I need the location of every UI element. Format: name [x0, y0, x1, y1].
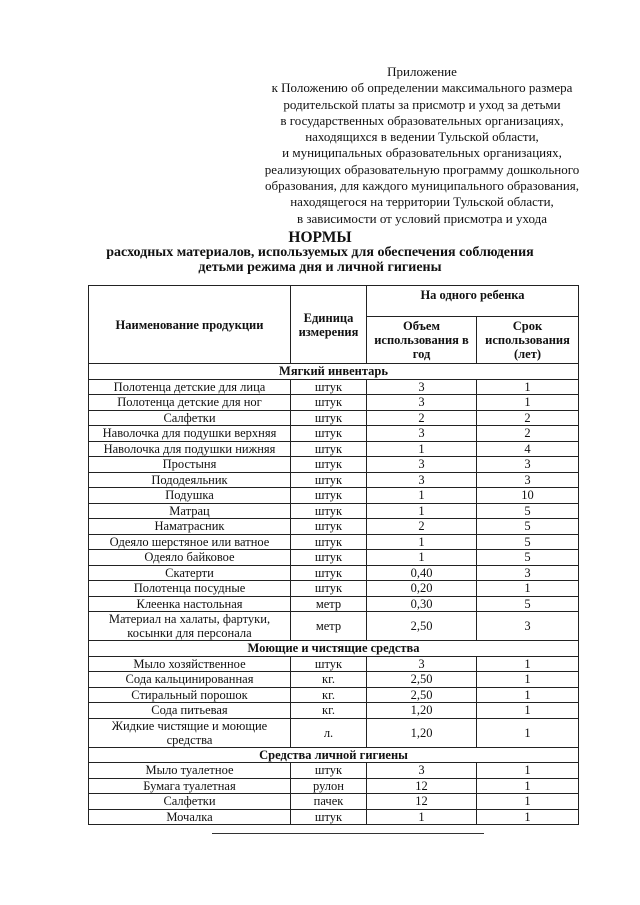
table-row — [89, 379, 579, 395]
cell-unit: штук — [291, 809, 367, 825]
cell-term: 3 — [477, 612, 579, 641]
document-title — [80, 230, 560, 275]
appendix-line: в зависимости от условий присмотра и ухода — [297, 210, 547, 226]
cell-unit: штук — [291, 534, 367, 550]
table-row — [89, 763, 579, 779]
cell-unit: штук — [291, 472, 367, 488]
cell-volume: 2,50 — [367, 687, 477, 703]
appendix-line: находящегося на территории Тульской области, — [290, 194, 554, 210]
cell-volume: 2,50 — [367, 612, 477, 641]
cell-term: 10 — [477, 488, 579, 504]
cell-name: Одеяло байковое — [89, 550, 291, 566]
table-row — [89, 550, 579, 566]
header-volume: Объем использования в год — [367, 317, 477, 364]
table-row — [89, 410, 579, 426]
cell-term: 1 — [477, 718, 579, 747]
cell-volume: 3 — [367, 395, 477, 411]
cell-unit: штук — [291, 441, 367, 457]
cell-volume: 1 — [367, 488, 477, 504]
cell-unit: кг. — [291, 703, 367, 719]
cell-term: 5 — [477, 534, 579, 550]
table-row — [89, 612, 579, 641]
cell-unit: штук — [291, 519, 367, 535]
cell-term: 1 — [477, 763, 579, 779]
title-main: НОРМЫ — [288, 229, 352, 246]
table-row — [89, 809, 579, 825]
cell-volume: 1 — [367, 534, 477, 550]
table-row — [89, 596, 579, 612]
cell-name: Полотенца детские для лица — [89, 379, 291, 395]
section-row — [89, 747, 579, 763]
table-row — [89, 472, 579, 488]
cell-unit: штук — [291, 379, 367, 395]
cell-term: 5 — [477, 596, 579, 612]
title-subtitle: детьми режима дня и личной гигиены — [198, 259, 442, 275]
section-row — [89, 641, 579, 657]
cell-term: 1 — [477, 672, 579, 688]
cell-term: 1 — [477, 809, 579, 825]
cell-name: Мочалка — [89, 809, 291, 825]
cell-unit: штук — [291, 763, 367, 779]
cell-volume: 0,30 — [367, 596, 477, 612]
section-title: Моющие и чистящие средства — [89, 641, 579, 657]
table-row — [89, 794, 579, 810]
footer-divider — [212, 833, 484, 834]
cell-volume: 1 — [367, 441, 477, 457]
table-row — [89, 656, 579, 672]
cell-volume: 1,20 — [367, 718, 477, 747]
cell-name: Салфетки — [89, 410, 291, 426]
table-row — [89, 565, 579, 581]
cell-name: Одеяло шерстяное или ватное — [89, 534, 291, 550]
cell-term: 3 — [477, 472, 579, 488]
cell-name: Мыло хозяйственное — [89, 656, 291, 672]
cell-name: Матрац — [89, 503, 291, 519]
header-name: Наименование продукции — [89, 286, 291, 364]
table-header-row — [89, 286, 579, 317]
cell-term: 1 — [477, 395, 579, 411]
cell-unit: штук — [291, 426, 367, 442]
cell-term: 5 — [477, 550, 579, 566]
cell-name: Сода кальцинированная — [89, 672, 291, 688]
cell-volume: 12 — [367, 794, 477, 810]
cell-volume: 12 — [367, 778, 477, 794]
table-row — [89, 718, 579, 747]
cell-unit: штук — [291, 565, 367, 581]
cell-volume: 0,20 — [367, 581, 477, 597]
cell-term: 5 — [477, 503, 579, 519]
cell-term: 1 — [477, 581, 579, 597]
table-row — [89, 778, 579, 794]
cell-unit: штук — [291, 581, 367, 597]
table-row — [89, 581, 579, 597]
table-row — [89, 395, 579, 411]
cell-term: 5 — [477, 519, 579, 535]
header-term: Срок использования (лет) — [477, 317, 579, 364]
table-row — [89, 441, 579, 457]
cell-unit: рулон — [291, 778, 367, 794]
cell-volume: 3 — [367, 379, 477, 395]
cell-term: 4 — [477, 441, 579, 457]
cell-volume: 3 — [367, 656, 477, 672]
cell-unit: штук — [291, 395, 367, 411]
cell-name: Полотенца посудные — [89, 581, 291, 597]
cell-name: Простыня — [89, 457, 291, 473]
cell-unit: л. — [291, 718, 367, 747]
cell-unit: штук — [291, 488, 367, 504]
table-row — [89, 426, 579, 442]
appendix-line: к Положению об определении максимального размера — [271, 80, 573, 96]
cell-term: 3 — [477, 457, 579, 473]
cell-volume: 2,50 — [367, 672, 477, 688]
cell-name: Сода питьевая — [89, 703, 291, 719]
cell-volume: 3 — [367, 457, 477, 473]
cell-name: Бумага туалетная — [89, 778, 291, 794]
table-body — [89, 364, 579, 825]
appendix-line: образования, для каждого муниципального образования, — [265, 178, 579, 194]
appendix-line: родительской платы за присмотр и уход за детьми — [283, 96, 561, 112]
header-unit: Единица измерения — [291, 286, 367, 364]
cell-name: Наволочка для подушки верхняя — [89, 426, 291, 442]
cell-volume: 3 — [367, 426, 477, 442]
cell-term: 1 — [477, 794, 579, 810]
cell-volume: 2 — [367, 519, 477, 535]
cell-term: 3 — [477, 565, 579, 581]
appendix-line: Приложение — [387, 64, 457, 79]
table-row — [89, 687, 579, 703]
appendix-line: в государственных образовательных организациях, — [280, 112, 564, 128]
cell-term: 1 — [477, 656, 579, 672]
header-per-child: На одного ребенка — [367, 286, 579, 317]
appendix-header — [232, 64, 612, 227]
cell-name: Пододеяльник — [89, 472, 291, 488]
appendix-line: находящихся в ведении Тульской области, — [305, 129, 539, 145]
cell-name: Салфетки — [89, 794, 291, 810]
cell-name: Скатерти — [89, 565, 291, 581]
cell-unit: штук — [291, 503, 367, 519]
cell-term: 2 — [477, 410, 579, 426]
section-title: Мягкий инвентарь — [89, 364, 579, 380]
cell-volume: 2 — [367, 410, 477, 426]
cell-volume: 1 — [367, 809, 477, 825]
cell-unit: штук — [291, 550, 367, 566]
cell-term: 1 — [477, 703, 579, 719]
cell-name: Клеенка настольная — [89, 596, 291, 612]
table-row — [89, 488, 579, 504]
appendix-line: реализующих образовательную программу дошкольного — [264, 161, 580, 177]
cell-unit: метр — [291, 612, 367, 641]
cell-name: Полотенца детские для ног — [89, 395, 291, 411]
section-row — [89, 364, 579, 380]
cell-name: Жидкие чистящие и моющие средства — [89, 718, 291, 747]
table-row — [89, 703, 579, 719]
cell-term: 1 — [477, 687, 579, 703]
appendix-line: и муниципальных образовательных организациях, — [282, 145, 562, 161]
cell-volume: 1,20 — [367, 703, 477, 719]
cell-unit: кг. — [291, 672, 367, 688]
cell-unit: штук — [291, 656, 367, 672]
cell-name: Материал на халаты, фартуки, косынки для персонала — [89, 612, 291, 641]
table-row — [89, 534, 579, 550]
cell-volume: 1 — [367, 503, 477, 519]
cell-volume: 1 — [367, 550, 477, 566]
cell-unit: штук — [291, 410, 367, 426]
cell-name: Подушка — [89, 488, 291, 504]
cell-unit: пачек — [291, 794, 367, 810]
cell-name: Мыло туалетное — [89, 763, 291, 779]
cell-term: 1 — [477, 778, 579, 794]
table-row — [89, 519, 579, 535]
cell-volume: 0,40 — [367, 565, 477, 581]
norms-table — [88, 285, 579, 825]
cell-name: Наволочка для подушки нижняя — [89, 441, 291, 457]
cell-unit: кг. — [291, 687, 367, 703]
table-row — [89, 503, 579, 519]
cell-volume: 3 — [367, 763, 477, 779]
table-row — [89, 672, 579, 688]
cell-name: Наматрасник — [89, 519, 291, 535]
cell-unit: метр — [291, 596, 367, 612]
section-title: Средства личной гигиены — [89, 747, 579, 763]
cell-unit: штук — [291, 457, 367, 473]
cell-term: 1 — [477, 379, 579, 395]
cell-name: Стиральный порошок — [89, 687, 291, 703]
cell-term: 2 — [477, 426, 579, 442]
title-subtitle: расходных материалов, используемых для обеспечения соблюдения — [106, 245, 534, 260]
cell-volume: 3 — [367, 472, 477, 488]
table-row — [89, 457, 579, 473]
